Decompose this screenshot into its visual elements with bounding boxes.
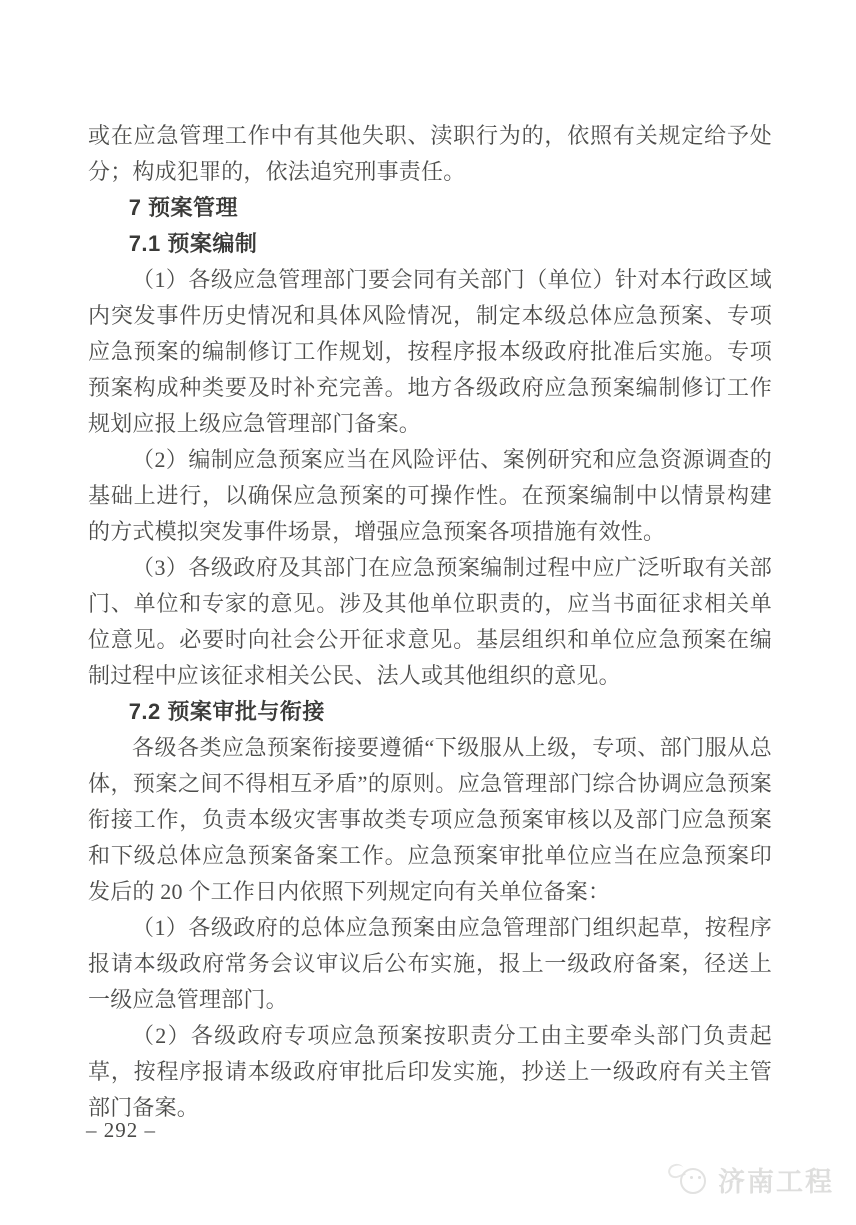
paragraph-7-2-item-1: （1）各级政府的总体应急预案由应急管理部门组织起草，按程序报请本级政府常务会议审议后公布实施，报上一级政府备案，径送上一级应急管理部门。 — [88, 915, 772, 1012]
paragraph-7-1-item-3: （3）各级政府及其部门在应急预案编制过程中应广泛听取有关部门、单位和专家的意见。涉及其他单位职责的，应当书面征求相关单位意见。必要时向社会公开征求意见。基层组织和单位应急预案在编制过程中应该征求相关公民、法人或其他组织的意见。 — [88, 555, 772, 688]
jinan-gongcheng-watermark — [668, 1160, 834, 1199]
page-number: – 292 – — [86, 1118, 156, 1142]
section-7-2-heading: 7.2 预案审批与衔接 — [128, 699, 325, 724]
paragraph-7-2-item-2: （2）各级政府专项应急预案按职责分工由主要牵头部门负责起草，按程序报请本级政府审批后印发实施，抄送上一级政府有关主管部门备案。 — [88, 1023, 772, 1120]
document-content — [88, 118, 772, 1126]
paragraph-7-1-item-2: （2）编制应急预案应当在风险评估、案例研究和应急资源调查的基础上进行，以确保应急预案的可操作性。在预案编制中以情景构建的方式模拟突发事件场景，增强应急预案各项措施有效性。 — [88, 447, 772, 544]
section-7-1-heading: 7.1 预案编制 — [128, 231, 258, 256]
section-7-heading: 7 预案管理 — [128, 195, 239, 220]
mascot-icon — [668, 1162, 712, 1198]
paragraph-continuation: 或在应急管理工作中有其他失职、渎职行为的，依照有关规定给予处分；构成犯罪的，依法追究刑事责任。 — [88, 123, 772, 184]
paragraph-7-2-intro: 各级各类应急预案衔接要遵循“下级服从上级，专项、部门服从总体，预案之间不得相互矛盾”的原则。应急管理部门综合协调应急预案衔接工作，负责本级灾害事故类专项应急预案审核以及部门应急预案和下级总体应急预案备案工作。应急预案审批单位应当在应急预案印发后的 20 个工作日内依照下列规定向有关单位备案： — [88, 735, 772, 904]
watermark-label: 济南工程 — [718, 1167, 834, 1197]
paragraph-7-1-item-1: （1）各级应急管理部门要会同有关部门（单位）针对本行政区域内突发事件历史情况和具体风险情况，制定本级总体应急预案、专项应急预案的编制修订工作规划，按程序报本级政府批准后实施。专项预案构成种类要及时补充完善。地方各级政府应急预案编制修订工作规划应报上级应急管理部门备案。 — [88, 267, 772, 436]
